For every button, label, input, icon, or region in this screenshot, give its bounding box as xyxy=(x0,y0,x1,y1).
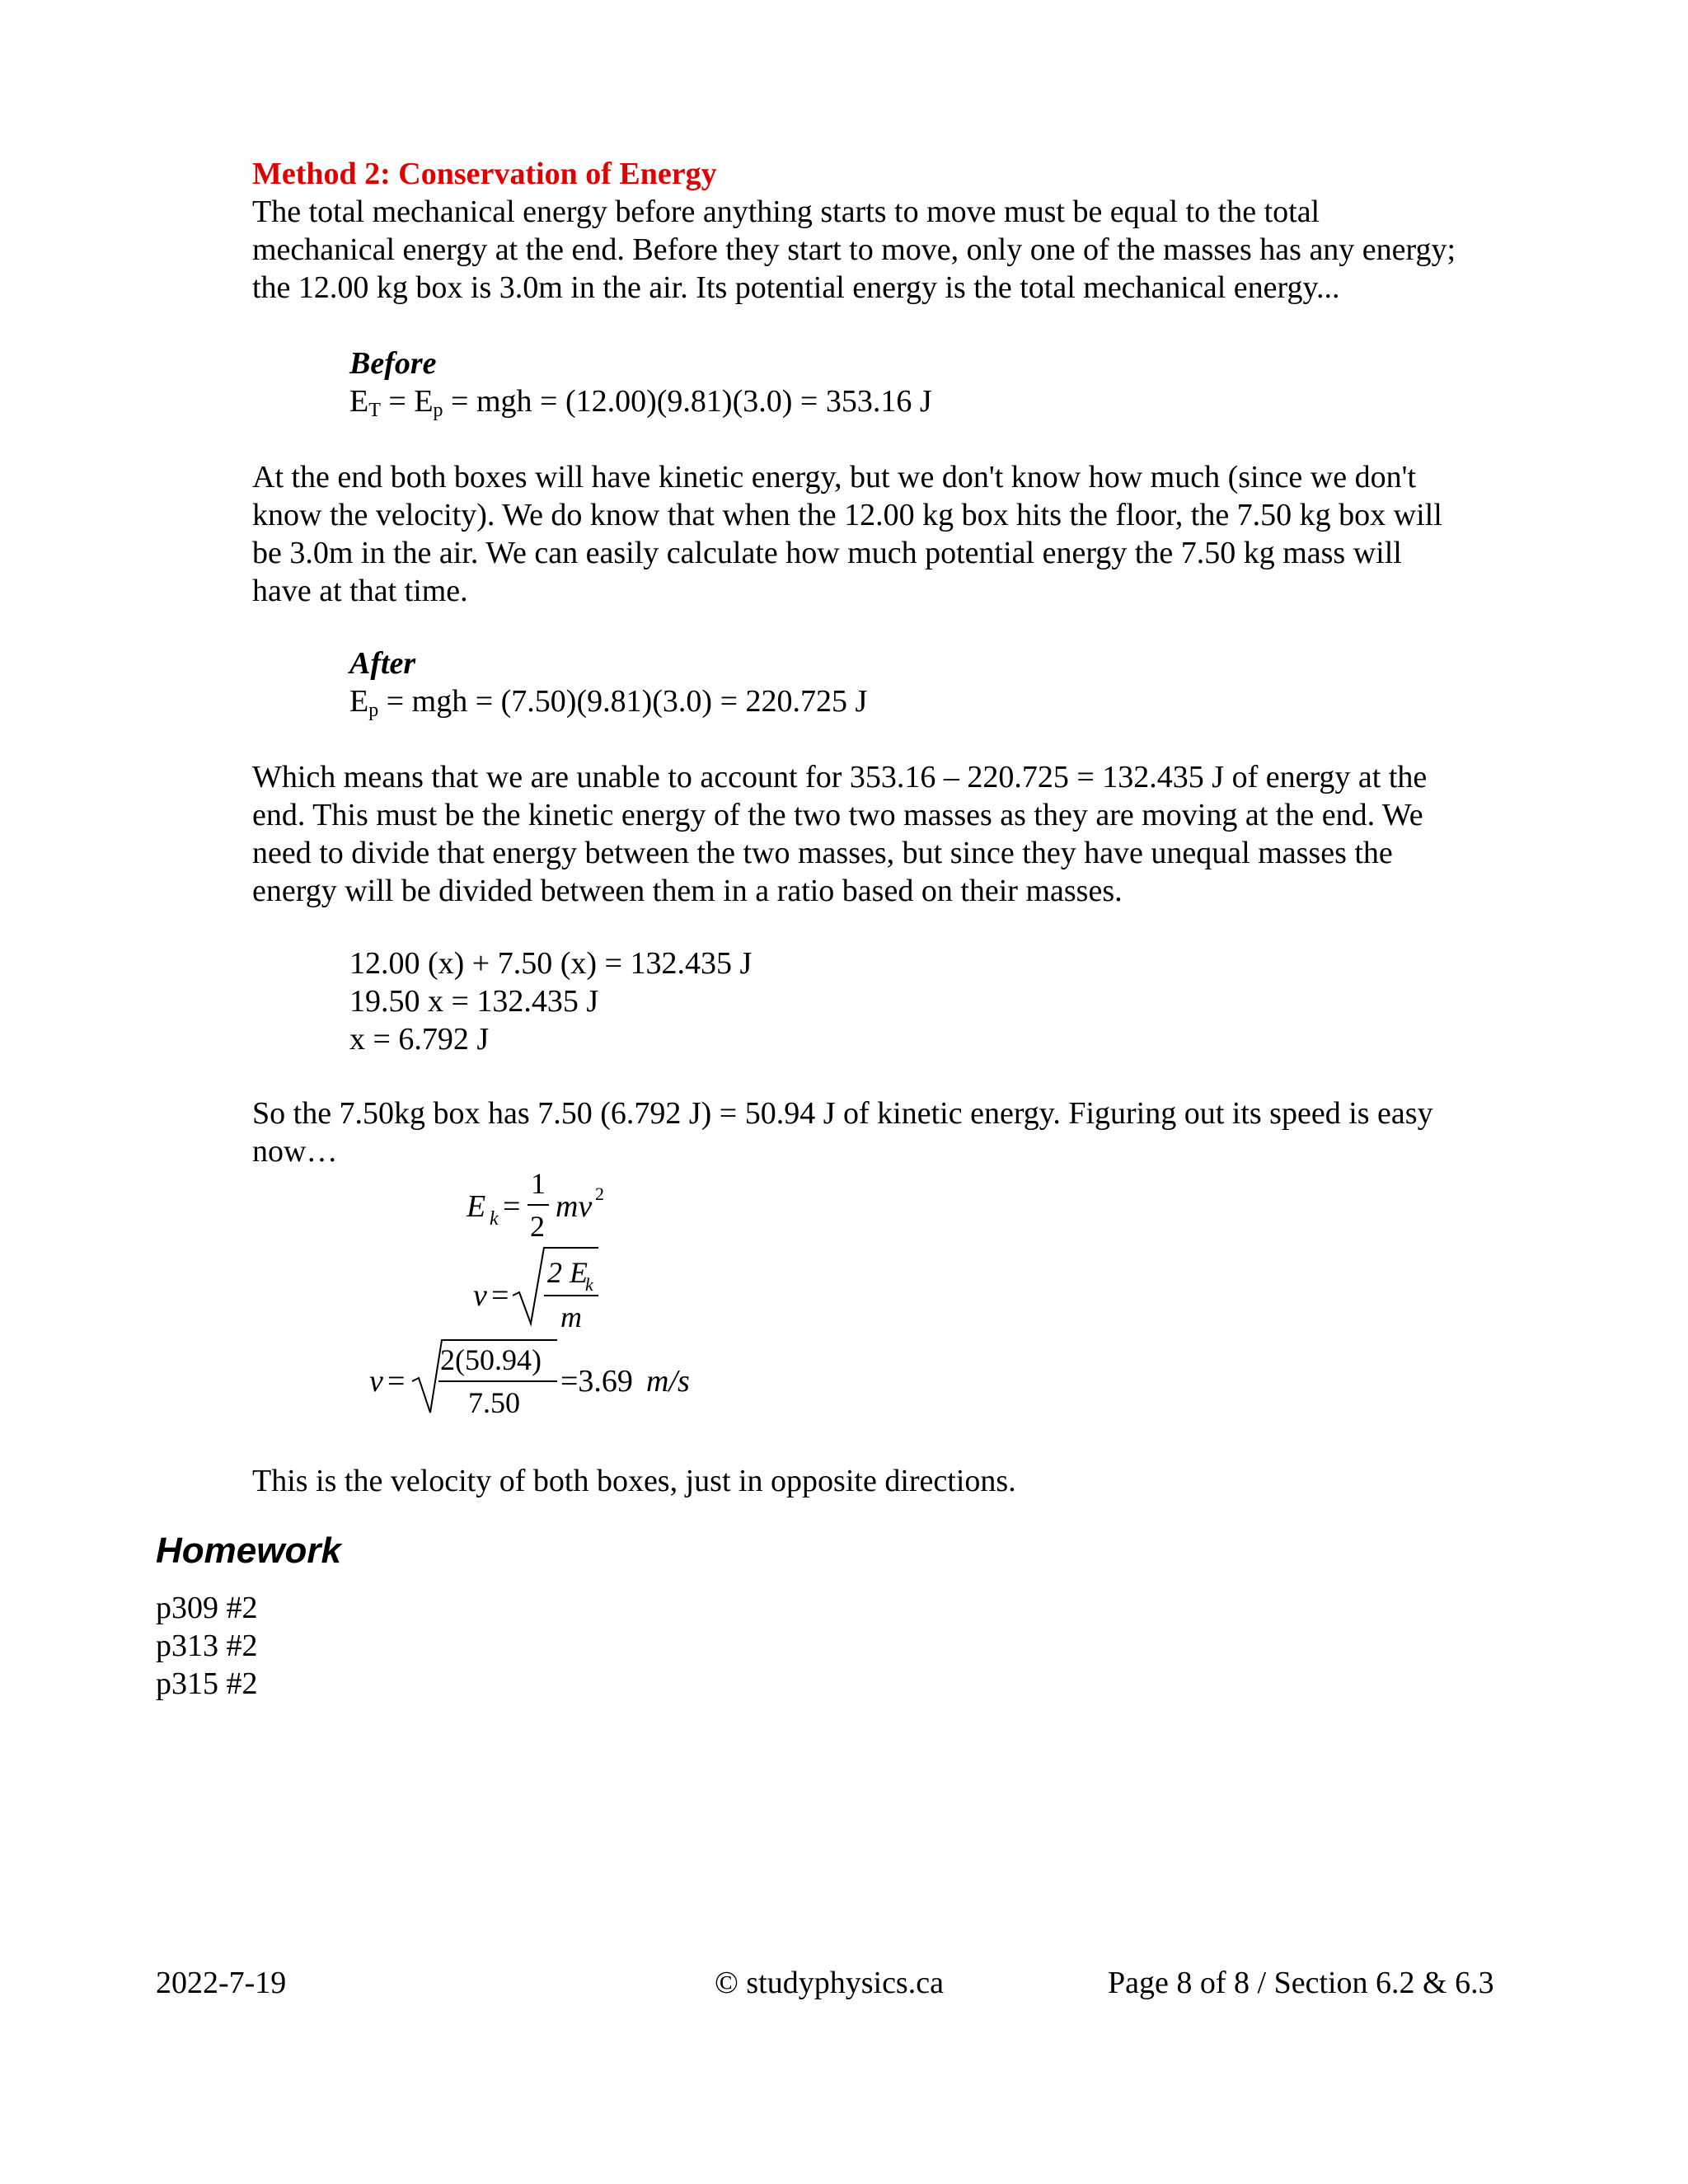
formula-velocity-symbolic xyxy=(473,1248,598,1333)
formula-ek-subscript: k xyxy=(490,1208,499,1230)
intro-line-2: mechanical energy at the end. Before they start to move, only one of the masses has any energy; xyxy=(252,232,1456,267)
speed-line-1: So the 7.50kg box has 7.50 (6.792 J) = 50.94 J of kinetic energy. Figuring out its speed is easy xyxy=(252,1096,1433,1131)
formula-numerator-value: 2(50.94) xyxy=(440,1343,542,1376)
before-equation: $E_T = E_p$ = mgh = (12.00)(9.81)(3.0) = 353.16 J xyxy=(349,384,932,421)
account-line-3: need to divide that energy between the two masses, but since they have unequal masses the xyxy=(252,836,1393,870)
formula-v-symbol-2: v xyxy=(369,1364,383,1399)
method-heading: Method 2: Conservation of Energy xyxy=(252,157,717,191)
middle-line-2: know the velocity). We do know that when the 12.00 kg box hits the floor, the 7.50 kg box will xyxy=(252,498,1442,532)
formula-unit: m/s xyxy=(646,1364,690,1399)
conclusion-line: This is the velocity of both boxes, just in opposite directions. xyxy=(252,1464,1016,1498)
formula-velocity-numeric xyxy=(369,1340,690,1419)
formula-squared: 2 xyxy=(595,1183,604,1204)
speed-line-2: now… xyxy=(252,1134,338,1169)
middle-line-4: have at that time. xyxy=(252,574,468,608)
footer-page-info: Page 8 of 8 / Section 6.2 & 6.3 xyxy=(1108,1966,1494,2000)
formula-v-equals: = xyxy=(491,1278,509,1313)
ratio-line-2: 19.50 x = 132.435 J xyxy=(349,984,599,1019)
middle-line-3: be 3.0m in the air. We can easily calculate how much potential energy the 7.50 kg mass will xyxy=(252,536,1402,570)
formula-equals: = xyxy=(503,1189,521,1224)
account-line-1: Which means that we are unable to account for 353.16 – 220.725 = 132.435 J of energy at the xyxy=(252,760,1428,794)
homework-title: Homework xyxy=(156,1530,341,1571)
formula-mv: mv xyxy=(556,1189,593,1224)
formula-half-numerator: 1 xyxy=(531,1167,546,1200)
intro-line-3: the 12.00 kg box is 3.0m in the air. Its potential energy is the total mechanical energy... xyxy=(252,270,1340,305)
ratio-line-3: x = 6.792 J xyxy=(349,1022,490,1057)
intro-line-1: The total mechanical energy before anything starts to move must be equal to the total xyxy=(252,194,1320,229)
homework-item-2: p313 #2 xyxy=(156,1629,258,1663)
formula-v-equals-2: = xyxy=(387,1364,406,1399)
account-line-2: end. This must be the kinetic energy of the two two masses as they are moving at the end. We xyxy=(252,798,1423,832)
formula-kinetic-energy xyxy=(466,1167,604,1243)
footer-copyright: © studyphysics.ca xyxy=(715,1966,944,2000)
formula-ek-symbol: E xyxy=(467,1189,486,1224)
formula-2ek-subscript: k xyxy=(585,1274,593,1295)
homework-item-3: p315 #2 xyxy=(156,1666,258,1701)
footer-date: 2022-7-19 xyxy=(156,1966,287,2000)
middle-line-1: At the end both boxes will have kinetic energy, but we don't know how much (since we don't xyxy=(252,460,1417,494)
after-label: After xyxy=(349,646,416,681)
formula-half-denominator: 2 xyxy=(530,1210,545,1243)
formula-2ek: 2 E xyxy=(547,1256,588,1289)
ratio-line-1: 12.00 (x) + 7.50 (x) = 132.435 J xyxy=(349,946,753,981)
homework-item-1: p309 #2 xyxy=(156,1591,258,1625)
formula-result: =3.69 xyxy=(560,1364,633,1399)
formula-denominator-value: 7.50 xyxy=(468,1386,520,1419)
before-label: Before xyxy=(349,346,437,381)
account-line-4: energy will be divided between them in a ratio based on their masses. xyxy=(252,874,1123,908)
formula-v-symbol: v xyxy=(473,1278,487,1313)
formula-mass-m: m xyxy=(560,1301,582,1333)
after-equation: $E_p$ = mgh = (7.50)(9.81)(3.0) = 220.725 J xyxy=(349,684,868,721)
